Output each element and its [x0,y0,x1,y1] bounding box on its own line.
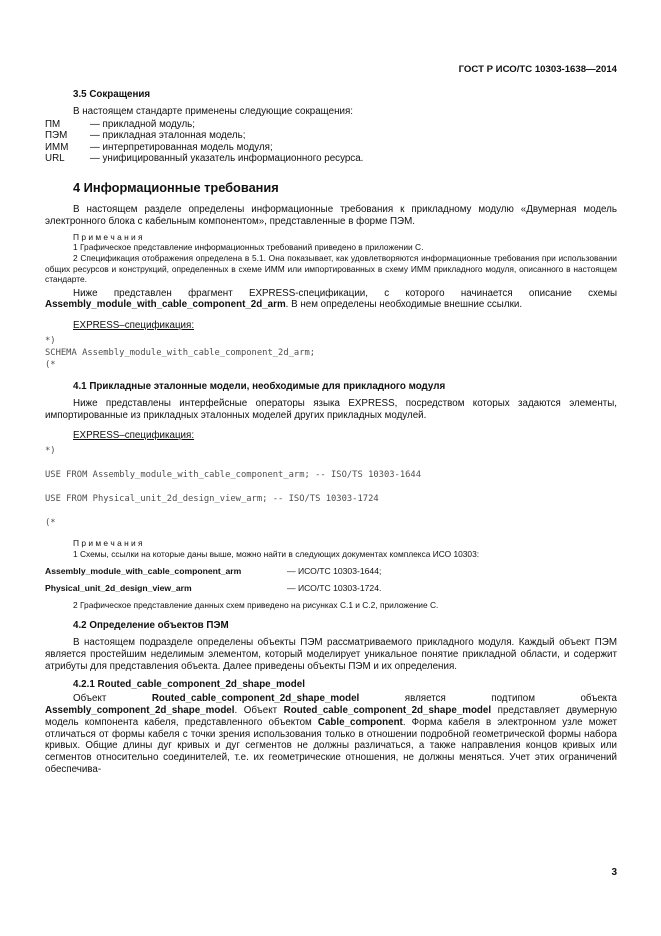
section-4-heading: 4 Информационные требования [73,180,279,196]
abbreviation-definition: — унифицированный указатель информационного ресурса. [90,152,364,164]
notes-title: П р и м е ч а н и я [73,231,143,242]
section-4-2-heading: 4.2 Определение объектов ПЭМ [73,620,229,632]
schema-document-ref: — ИСО/ТС 10303-1724. [287,582,382,593]
express-spec-label-text: EXPRESS–спецификация: [73,320,195,332]
notes-block [45,232,617,285]
express-spec-label-text: EXPRESS–спецификация: [73,430,195,442]
abbreviation-term: ИММ [45,141,69,153]
abbreviation-definition: — прикладной модуль; [90,118,195,130]
abbreviations-intro: В настоящем стандарте применены следующие сокращения: [73,106,353,117]
schema-name: Assembly_module_with_cable_component_arm [45,566,242,577]
note-item: 2 Графическое представление данных схем приведено на рисунках С.1 и С.2, приложение С. [73,599,439,610]
abbreviation-list [45,119,617,165]
abbreviation-row [45,153,617,164]
notes-block [45,538,617,559]
schema-reference-row [45,583,617,594]
notes-title: П р и м е ч а н и я [73,537,143,548]
abbreviation-definition: — интерпретированная модель модуля; [90,141,273,153]
schema-document-ref: — ИСО/ТС 10303-1644; [287,566,382,577]
schema-name: Physical_unit_2d_design_view_arm [45,582,192,593]
abbreviation-definition: — прикладная эталонная модель; [90,130,246,142]
abbreviation-term: ПМ [45,118,61,130]
express-code-schema: *) SCHEMA Assembly_module_with_cable_component_2d_arm; (* [45,335,316,370]
express-fragment-paragraph: Ниже представлен фрагмент EXPRESS-спецификации, с которого начинается описание схемы Assembly_module_with_cable_component_2d_arm. В нем определены необходимые внешние ссылки. [45,287,617,311]
section-4-intro: В настоящем разделе определены информационные требования к прикладному модулю «Двумерная модель электронного блока с кабельным компонентом», представленные в форме ПЭМ. [45,204,617,228]
express-code-use-from: *) USE FROM Assembly_module_with_cable_component_arm; -- ISO/TS 10303-1644 USE FROM Physical_unit_2d_design_view_arm; -- ISO/TS 10303-1724 (* [45,445,422,528]
section-4-1-heading: 4.1 Прикладные эталонные модели, необходимые для прикладного модуля [73,380,446,392]
express-spec-label [45,320,617,332]
abbreviation-term: ПЭМ [45,130,68,142]
abbreviation-row [45,119,617,130]
note-item: 1 Схемы, ссылки на которые даны выше, можно найти в следующих документах комплекса ИСО 10303: [73,548,480,559]
abbreviation-row [45,142,617,153]
section-4-2-1-paragraph: Объект Routed_cable_component_2d_shape_model является подтипом объекта Assembly_component_2d_shape_model. Объект Routed_cable_component_2d_shape_model представляет двумерную модель компонента кабеля, представленного объектом Cable_component. Форма кабеля в электронном узле может отличаться от формы кабеля с точки зрения использования только в отношении подробной геометрической формы набора кривых. Общие длины дуг кривых и дуг сегментов не должны различаться, а также направления концов кривых или сегментов относительно соединителей, т.е. их геометрические отношения, не должны меняться. Учет этих ограничений обеспечива- [45,693,617,775]
note-item: 1 Графическое представление информационных требований приведено в приложении С. [73,242,424,253]
schema-reference-row [45,566,617,577]
page-number: 3 [611,867,617,878]
schema-reference-list [45,566,617,594]
section-3-5-heading: 3.5 Сокращения [73,89,151,100]
section-4-2-1-heading: 4.2.1 Routed_cable_component_2d_shape_model [73,679,305,691]
express-spec-label [45,430,617,442]
section-4-2-intro: В настоящем подразделе определены объекты ПЭМ рассматриваемого прикладного модуля. Каждый объект ПЭМ является простейшим неделимым элементом, который моделирует уникальное понятие прикладной области, и содержит атрибуты для представления объекта. Далее приведены объекты ПЭМ и их определения. [45,637,617,672]
note-item: 2 Спецификация отображения определена в 5.1. Она показывает, как удовлетворяются информационные требования при использовании общих ресурсов и конструкций, определенных в схеме ИММ или импортированных в схему ИММ прикладного модуля, описанного в настоящем стандарте. [45,252,617,285]
running-header: ГОСТ Р ИСО/ТС 10303-1638—2014 [458,64,617,75]
section-4-1-intro: Ниже представлены интерфейсные операторы языка EXPRESS, посредством которых задаются элементы, импортированные из прикладных эталонных моделей других прикладных модулей. [45,397,617,421]
abbreviation-term: URL [45,152,65,164]
page-content [45,64,617,775]
abbreviation-row [45,130,617,141]
